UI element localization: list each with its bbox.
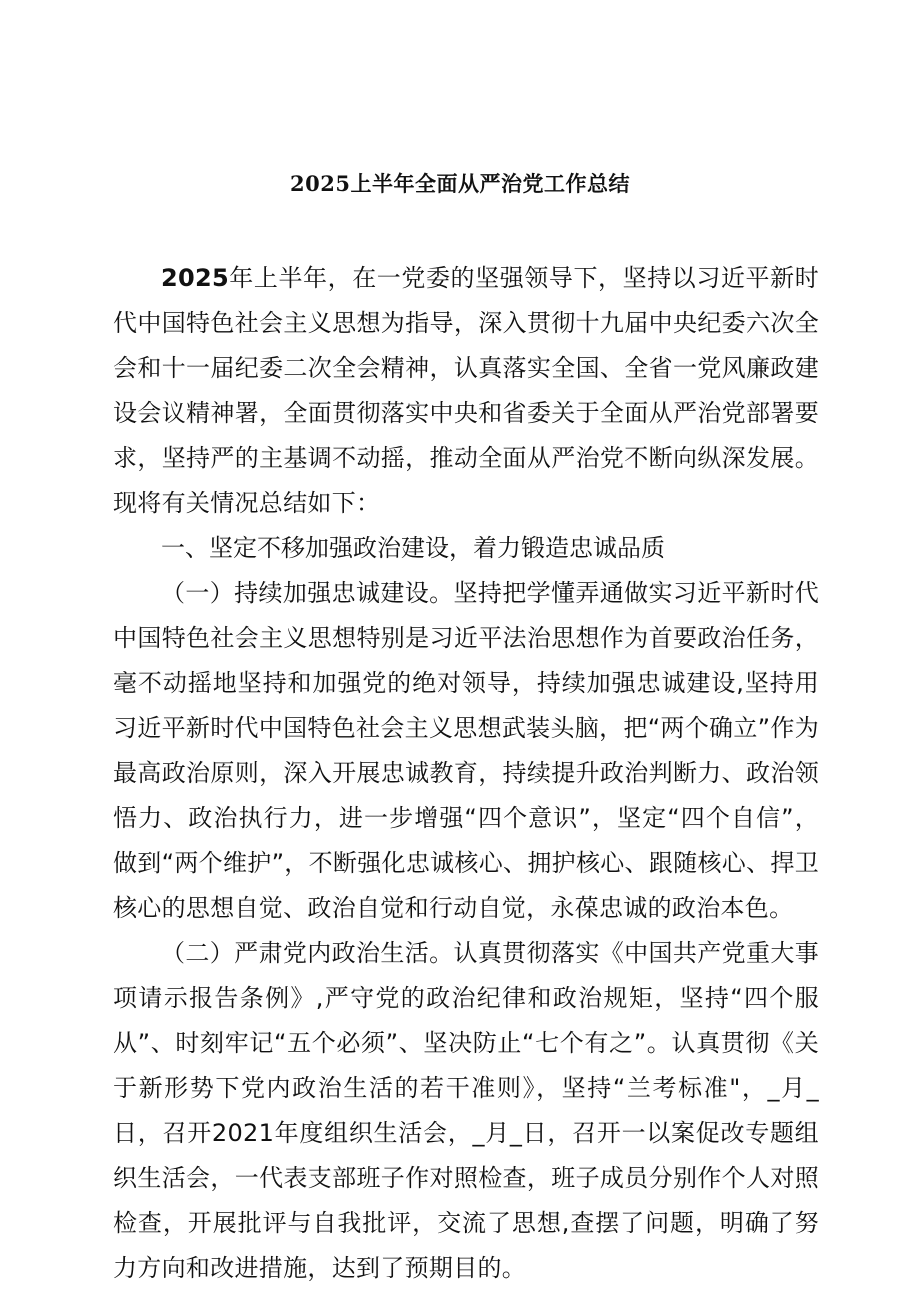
intro-paragraph xyxy=(113,256,819,526)
section-1-1-paragraph: （一）持续加强忠诚建设。坚持把学懂弄通做实习近平新时代中国特色社会主义思想特别是习近平法治思想作为首要政治任务，毫不动摇地坚持和加强党的绝对领导，持续加强忠诚建设,坚持用习近平新时代中国特色社会主义思想武装头脑，把“两个确立”作为最高政治原则，深入开展忠诚教育，持续提升政治判断力、政治领悟力、政治执行力，进一步增强“四个意识”，坚定“四个自信”，做到“两个维护”，不断强化忠诚核心、拥护核心、跟随核心、捍卫核心的思想自觉、政治自觉和行动自觉，永葆忠诚的政治本色。 xyxy=(113,579,819,922)
section-heading-1: 一、坚定不移加强政治建设，着力锻造忠诚品质 xyxy=(161,534,665,562)
intro-year: 2025 xyxy=(161,264,229,292)
document-title: 2025上半年全面从严治党工作总结 xyxy=(290,171,630,196)
intro-text: 年上半年，在一党委的坚强领导下，坚持以习近平新时代中国特色社会主义思想为指导，深入贯彻十九届中央纪委六次全会和十一届纪委二次全会精神，认真落实全国、全省一党风廉政建设会议精神署，全面贯彻落实中央和省委关于全面从严治党部署要求，坚持严的主基调不动摇，推动全面从严治党不断向纵深发展。现将有关情况总结如下： xyxy=(113,264,819,517)
document-body xyxy=(113,256,819,1291)
section-1-2-paragraph: （二）严肃党内政治生活。认真贯彻落实《中国共产党重大事项请示报告条例》,严守党的政治纪律和政治规矩，坚持“四个服从”、时刻牢记“五个必须”、坚决防止“七个有之”。认真贯彻《关于新形势下党内政治生活的若干准则》，坚持“兰考标准"，_月_日，召开2021年度组织生活会，_月_日，召开一以案促改专题组织生活会，一代表支部班子作对照检查，班子成员分别作个人对照检查，开展批评与自我批评，交流了思想,查摆了问题，明确了努力方向和改进措施，达到了预期目的。 xyxy=(113,939,819,1282)
